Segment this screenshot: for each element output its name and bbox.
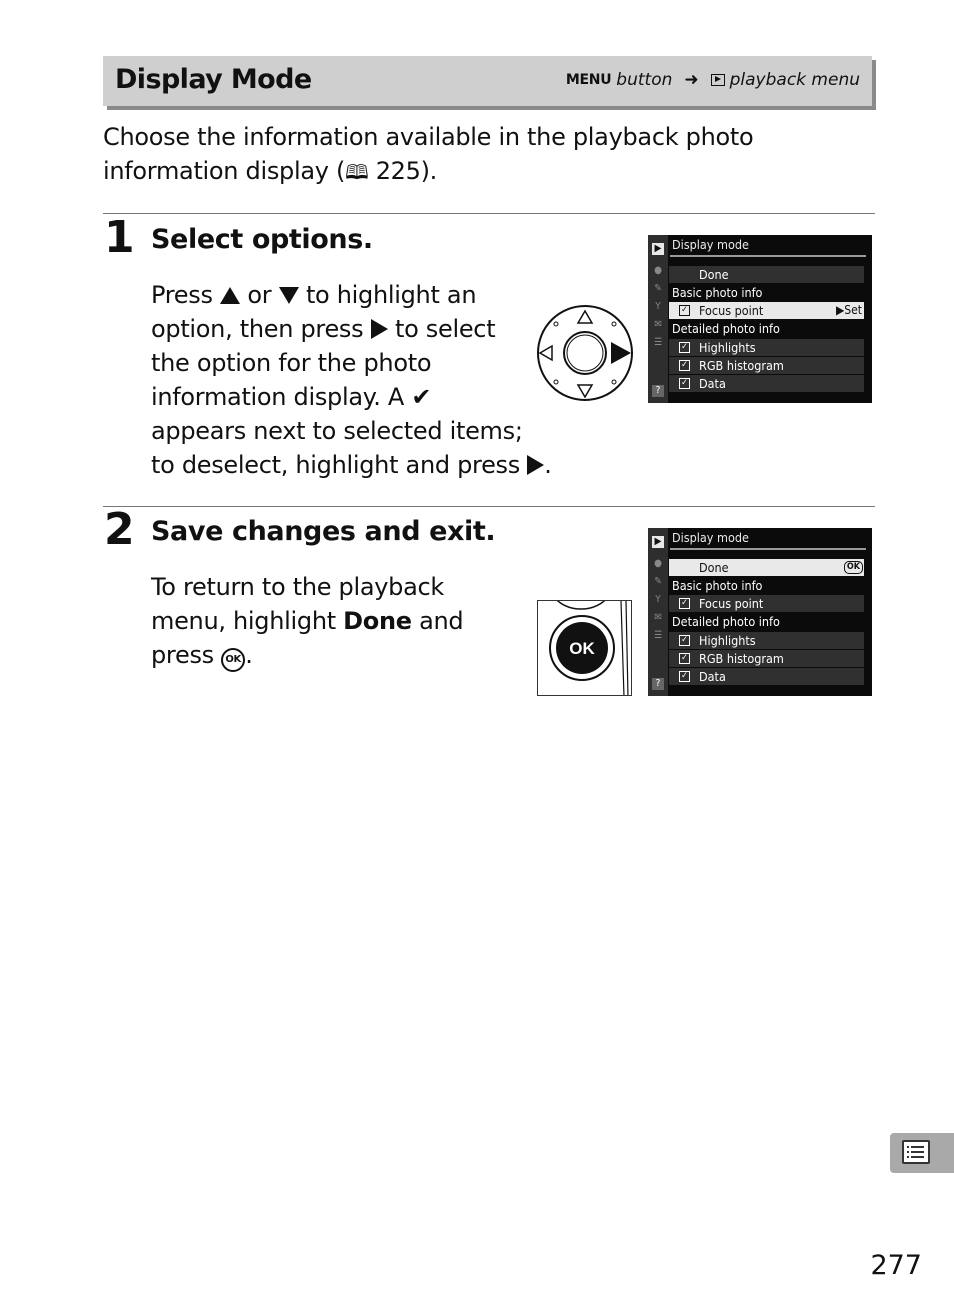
check-icon: ✔ xyxy=(411,383,432,411)
checkbox-icon: ✓ xyxy=(679,342,690,353)
playback-icon xyxy=(711,74,725,86)
menu-path xyxy=(566,70,860,90)
item-label: Focus point xyxy=(699,596,764,611)
menu-list-drawing xyxy=(904,1142,928,1162)
text: the option for the photo xyxy=(151,349,432,377)
section-basic xyxy=(669,577,864,594)
text: appears next to selected items; xyxy=(151,417,523,445)
section-header xyxy=(103,56,872,106)
item-label: Detailed photo info xyxy=(672,321,780,336)
menu-item-data[interactable] xyxy=(669,668,864,685)
menu-item-done[interactable] xyxy=(669,266,864,283)
step-1-text xyxy=(151,278,571,482)
checkbox-icon: ✓ xyxy=(679,378,690,389)
path-menu-text: playback menu xyxy=(729,70,860,90)
item-label: Highlights xyxy=(699,633,756,648)
intro-text: Choose the information available in the playback photo information display ( xyxy=(103,123,754,185)
arrow-icon: ➜ xyxy=(684,70,699,90)
down-arrow-icon xyxy=(279,287,299,304)
menu-item-rgb-histogram[interactable] xyxy=(669,650,864,667)
item-label: RGB histogram xyxy=(699,651,784,666)
menu-sidebar xyxy=(648,528,668,696)
page-number: 277 xyxy=(870,1250,922,1281)
help-icon: ? xyxy=(652,678,664,690)
text: to highlight an xyxy=(298,281,477,309)
help-icon: ? xyxy=(652,385,664,397)
step-2-title: Save changes and exit. xyxy=(151,516,496,547)
intro-paragraph xyxy=(103,120,873,189)
step-1-number: 1 xyxy=(104,212,135,263)
checkbox-icon: ✓ xyxy=(679,598,690,609)
text: To return to the playback xyxy=(151,573,444,601)
step-2-number: 2 xyxy=(104,504,135,555)
setup-tab-icon: Y xyxy=(655,594,661,605)
body-edge xyxy=(621,601,624,696)
text: . xyxy=(245,641,253,669)
title-underline xyxy=(670,255,866,257)
line xyxy=(911,1156,924,1158)
custom-tab-icon: ✎ xyxy=(654,576,662,587)
playback-tab-icon: ▶ xyxy=(652,243,664,255)
body-edge xyxy=(626,601,628,696)
up-arrow-icon xyxy=(220,287,240,304)
camera-screen-2 xyxy=(648,528,872,696)
bullet xyxy=(907,1146,909,1148)
checkbox-icon: ✓ xyxy=(679,360,690,371)
page-reference: 225 xyxy=(375,157,421,185)
menu-item-highlights[interactable] xyxy=(669,339,864,356)
item-label: Data xyxy=(699,669,726,684)
menu-item-data[interactable] xyxy=(669,375,864,392)
text: or xyxy=(240,281,279,309)
right-arrow-icon xyxy=(371,319,388,339)
ok-tag: OK xyxy=(844,561,863,574)
text: press xyxy=(151,641,222,669)
menu-item-done[interactable] xyxy=(669,559,864,576)
dial-arc xyxy=(554,601,608,609)
ok-button-drawing xyxy=(538,601,632,696)
bullet xyxy=(907,1151,909,1153)
text: Press xyxy=(151,281,220,309)
screen-title: Display mode xyxy=(672,237,749,252)
text: and xyxy=(411,607,464,635)
bullet xyxy=(907,1156,909,1158)
menu-list-icon xyxy=(902,1140,930,1164)
divider xyxy=(103,506,875,507)
item-label: Done xyxy=(699,267,729,282)
line xyxy=(911,1146,924,1148)
checkbox-icon: ✓ xyxy=(679,653,690,664)
section-detailed xyxy=(669,613,864,630)
page-title: Display Mode xyxy=(115,64,312,95)
text: information display. A xyxy=(151,383,412,411)
step-2-text xyxy=(151,570,521,672)
dial-center-button xyxy=(564,332,606,374)
title-underline xyxy=(670,548,866,550)
text: to deselect, highlight and press xyxy=(151,451,528,479)
menu-item-focus-point[interactable] xyxy=(669,302,864,319)
item-label: Basic photo info xyxy=(672,285,763,300)
text: to select xyxy=(387,315,496,343)
menu-item-rgb-histogram[interactable] xyxy=(669,357,864,374)
book-icon: 🕮 xyxy=(345,160,369,184)
item-label: Data xyxy=(699,376,726,391)
divider xyxy=(103,213,875,214)
screen-title: Display mode xyxy=(672,530,749,545)
path-button-text: button xyxy=(616,70,673,90)
text: option, then press xyxy=(151,315,371,343)
ok-label: OK xyxy=(569,639,595,658)
item-label: Focus point xyxy=(699,303,764,318)
recent-tab-icon: ☰ xyxy=(653,630,663,641)
section-tab[interactable] xyxy=(890,1133,954,1173)
retouch-tab-icon: ✉ xyxy=(654,319,662,330)
retouch-tab-icon: ✉ xyxy=(654,612,662,623)
shooting-tab-icon: ● xyxy=(654,558,662,569)
checkbox-icon: ✓ xyxy=(679,635,690,646)
step-1-title: Select options. xyxy=(151,224,373,255)
ok-button-icon: OK xyxy=(221,648,245,672)
done-keyword: Done xyxy=(343,607,412,635)
menu-item-highlights[interactable] xyxy=(669,632,864,649)
item-label: Done xyxy=(699,560,729,575)
shooting-tab-icon: ● xyxy=(654,265,662,276)
custom-tab-icon: ✎ xyxy=(654,283,662,294)
set-tag: ▶Set xyxy=(835,303,862,317)
recent-tab-icon: ☰ xyxy=(653,337,663,348)
menu-sidebar xyxy=(648,235,668,403)
item-label: RGB histogram xyxy=(699,358,784,373)
ok-button-illustration xyxy=(537,600,632,696)
section-detailed xyxy=(669,320,864,337)
camera-screen-1 xyxy=(648,235,872,403)
item-label: Highlights xyxy=(699,340,756,355)
section-basic xyxy=(669,284,864,301)
text: menu, highlight xyxy=(151,607,344,635)
setup-tab-icon: Y xyxy=(655,301,661,312)
checkbox-icon: ✓ xyxy=(679,305,690,316)
intro-text-end: ). xyxy=(420,157,438,185)
item-label: Basic photo info xyxy=(672,578,763,593)
right-arrow-icon xyxy=(527,455,544,475)
line xyxy=(911,1151,924,1153)
playback-tab-icon: ▶ xyxy=(652,536,664,548)
multi-selector-illustration xyxy=(536,304,634,402)
item-label: Detailed photo info xyxy=(672,614,780,629)
menu-key-label: MENU xyxy=(565,72,612,88)
text: . xyxy=(544,451,552,479)
menu-item-focus-point[interactable] xyxy=(669,595,864,612)
checkbox-icon: ✓ xyxy=(679,671,690,682)
